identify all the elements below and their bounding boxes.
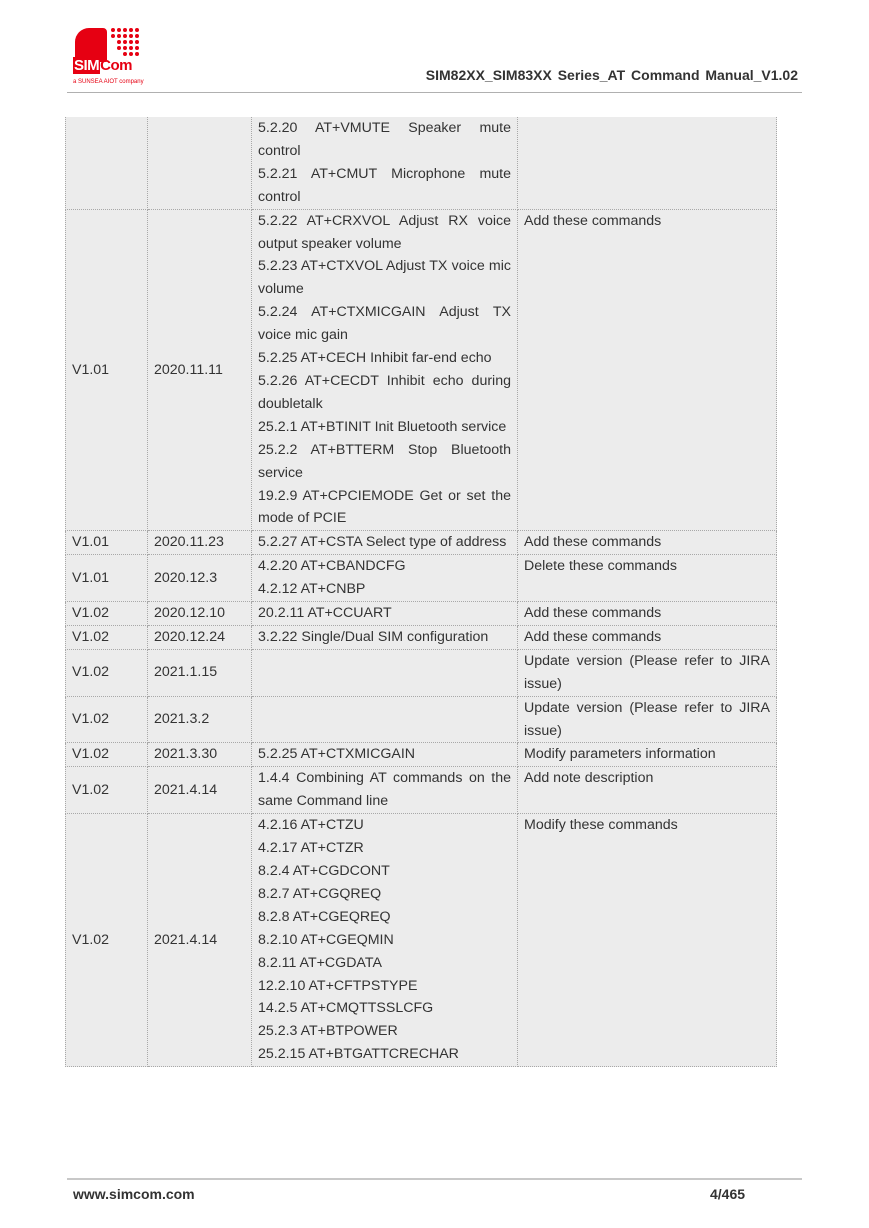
logo-dot	[129, 52, 133, 56]
comment-cell: Update version (Please refer to JIRA issue)	[518, 696, 777, 743]
logo-dot	[123, 40, 127, 44]
comment-cell: Add these commands	[518, 531, 777, 555]
change-entry: 25.2.1 AT+BTINIT Init Bluetooth service	[258, 418, 507, 435]
document-title: SIM82XX_SIM83XX Series_AT Command Manual_V1.02	[425, 67, 798, 83]
logo-dot	[111, 34, 115, 38]
change-entry: 5.2.21 AT+CMUT Microphone mute control	[258, 165, 511, 205]
table-row	[66, 531, 777, 555]
footer-page-number: 4/465	[710, 1186, 746, 1202]
change-entry: 5.2.27 AT+CSTA Select type of address	[258, 534, 507, 551]
change-entry: 8.2.7 AT+CGQREQ	[258, 885, 382, 902]
table-row	[66, 555, 777, 602]
logo-dot	[135, 28, 139, 32]
version-cell: V1.02	[66, 767, 148, 814]
logo-dot	[129, 34, 133, 38]
date-cell: 2021.4.14	[148, 767, 252, 814]
comment-cell: Add these commands	[518, 209, 777, 531]
change-history-cell	[252, 117, 518, 209]
revision-history-table	[65, 117, 777, 1067]
date-cell: 2021.3.30	[148, 743, 252, 767]
table-row	[66, 117, 777, 209]
version-cell: V1.01	[66, 531, 148, 555]
change-entry: 8.2.11 AT+CGDATA	[258, 954, 382, 971]
change-entry: 8.2.4 AT+CGDCONT	[258, 863, 390, 879]
date-cell: 2021.1.15	[148, 649, 252, 696]
version-cell: V1.02	[66, 696, 148, 743]
change-entry: 1.4.4 Combining AT commands on the same Command line	[258, 770, 511, 810]
table-row	[66, 209, 777, 531]
table-row	[66, 625, 777, 649]
version-cell	[66, 117, 148, 209]
version-cell: V1.02	[66, 743, 148, 767]
version-cell: V1.01	[66, 555, 148, 602]
change-history-cell	[252, 696, 518, 743]
logo-com-text: Com	[100, 57, 133, 74]
comment-cell: Add note description	[518, 767, 777, 814]
change-entry: 25.2.15 AT+BTGATTCRECHAR	[258, 1046, 459, 1063]
comment-cell: Delete these commands	[518, 555, 777, 602]
change-history-cell	[252, 814, 518, 1067]
change-entry: 5.2.24 AT+CTXMICGAIN Adjust TX voice mic gain	[258, 304, 511, 344]
footer-website: www.simcom.com	[73, 1186, 195, 1202]
change-entry: 20.2.11 AT+CCUART	[258, 605, 392, 622]
date-cell: 2020.12.24	[148, 625, 252, 649]
logo-dot	[129, 46, 133, 50]
change-entry: 5.2.25 AT+CTXMICGAIN	[258, 746, 416, 763]
date-cell: 2021.4.14	[148, 814, 252, 1067]
table-row	[66, 649, 777, 696]
date-cell: 2020.12.10	[148, 602, 252, 626]
logo-dot	[123, 34, 127, 38]
change-history-cell	[252, 649, 518, 696]
logo-dot	[123, 46, 127, 50]
comment-cell: Modify parameters information	[518, 743, 777, 767]
revision-table-body	[66, 117, 777, 1067]
date-cell: 2021.3.2	[148, 696, 252, 743]
change-entry: 4.2.20 AT+CBANDCFG	[258, 558, 406, 575]
change-entry: 25.2.2 AT+BTTERM Stop Bluetooth service	[258, 441, 511, 481]
change-history-cell	[252, 209, 518, 531]
logo-dot	[117, 46, 121, 50]
logo-dot	[111, 28, 115, 32]
logo-dot	[123, 28, 127, 32]
comment-cell: Add these commands	[518, 625, 777, 649]
footer-divider	[67, 1178, 802, 1180]
comment-cell: Update version (Please refer to JIRA issue)	[518, 649, 777, 696]
comment-cell: Add these commands	[518, 602, 777, 626]
header-divider	[67, 92, 802, 93]
change-history-cell	[252, 625, 518, 649]
table-row	[66, 743, 777, 767]
version-cell: V1.01	[66, 209, 148, 531]
comment-cell	[518, 117, 777, 209]
change-history-cell	[252, 602, 518, 626]
logo-dot	[135, 34, 139, 38]
date-cell: 2020.11.11	[148, 209, 252, 531]
change-entry: 25.2.3 AT+BTPOWER	[258, 1023, 398, 1040]
version-cell: V1.02	[66, 602, 148, 626]
logo-wordmark	[73, 57, 132, 74]
table-row	[66, 767, 777, 814]
logo-dot	[135, 40, 139, 44]
change-entry: 5.2.25 AT+CECH Inhibit far-end echo	[258, 350, 492, 367]
table-row	[66, 814, 777, 1067]
simcom-logo	[73, 26, 153, 88]
logo-dot	[135, 46, 139, 50]
change-entry: 19.2.9 AT+CPCIEMODE Get or set the mode of PCIE	[258, 487, 511, 527]
logo-dot	[135, 52, 139, 56]
change-entry: 4.2.12 AT+CNBP	[258, 581, 366, 598]
date-cell: 2020.11.23	[148, 531, 252, 555]
version-cell: V1.02	[66, 814, 148, 1067]
logo-dot	[117, 40, 121, 44]
date-cell	[148, 117, 252, 209]
change-history-cell	[252, 767, 518, 814]
table-row	[66, 602, 777, 626]
change-history-cell	[252, 743, 518, 767]
change-entry: 3.2.22 Single/Dual SIM configuration	[258, 628, 489, 645]
change-history-cell	[252, 555, 518, 602]
change-entry: 5.2.23 AT+CTXVOL Adjust TX voice mic volume	[258, 258, 511, 298]
change-entry: 8.2.8 AT+CGEQREQ	[258, 908, 391, 925]
change-entry: 14.2.5 AT+CMQTTSSLCFG	[258, 1000, 434, 1017]
change-entry: 5.2.20 AT+VMUTE Speaker mute control	[258, 120, 511, 159]
change-entry: 5.2.22 AT+CRXVOL Adjust RX voice output speaker volume	[258, 212, 511, 252]
change-entry: 4.2.16 AT+CTZU	[258, 817, 364, 834]
logo-dot-grid	[111, 28, 141, 58]
revision-history-table-wrapper	[65, 117, 776, 1067]
version-cell: V1.02	[66, 625, 148, 649]
change-entry: 12.2.10 AT+CFTPSTYPE	[258, 977, 418, 994]
logo-dot	[123, 52, 127, 56]
change-entry: 5.2.26 AT+CECDT Inhibit echo during doubletalk	[258, 372, 511, 412]
change-history-cell	[252, 531, 518, 555]
change-entry: 8.2.10 AT+CGEQMIN	[258, 931, 394, 948]
comment-cell: Modify these commands	[518, 814, 777, 1067]
change-entry: 4.2.17 AT+CTZR	[258, 840, 364, 857]
logo-dot	[117, 28, 121, 32]
logo-dot	[117, 34, 121, 38]
logo-tagline: a SUNSEA AIOT company	[73, 79, 144, 85]
table-row	[66, 696, 777, 743]
logo-dot	[129, 28, 133, 32]
logo-dot	[129, 40, 133, 44]
date-cell: 2020.12.3	[148, 555, 252, 602]
version-cell: V1.02	[66, 649, 148, 696]
logo-sim-text: SIM	[74, 57, 100, 74]
